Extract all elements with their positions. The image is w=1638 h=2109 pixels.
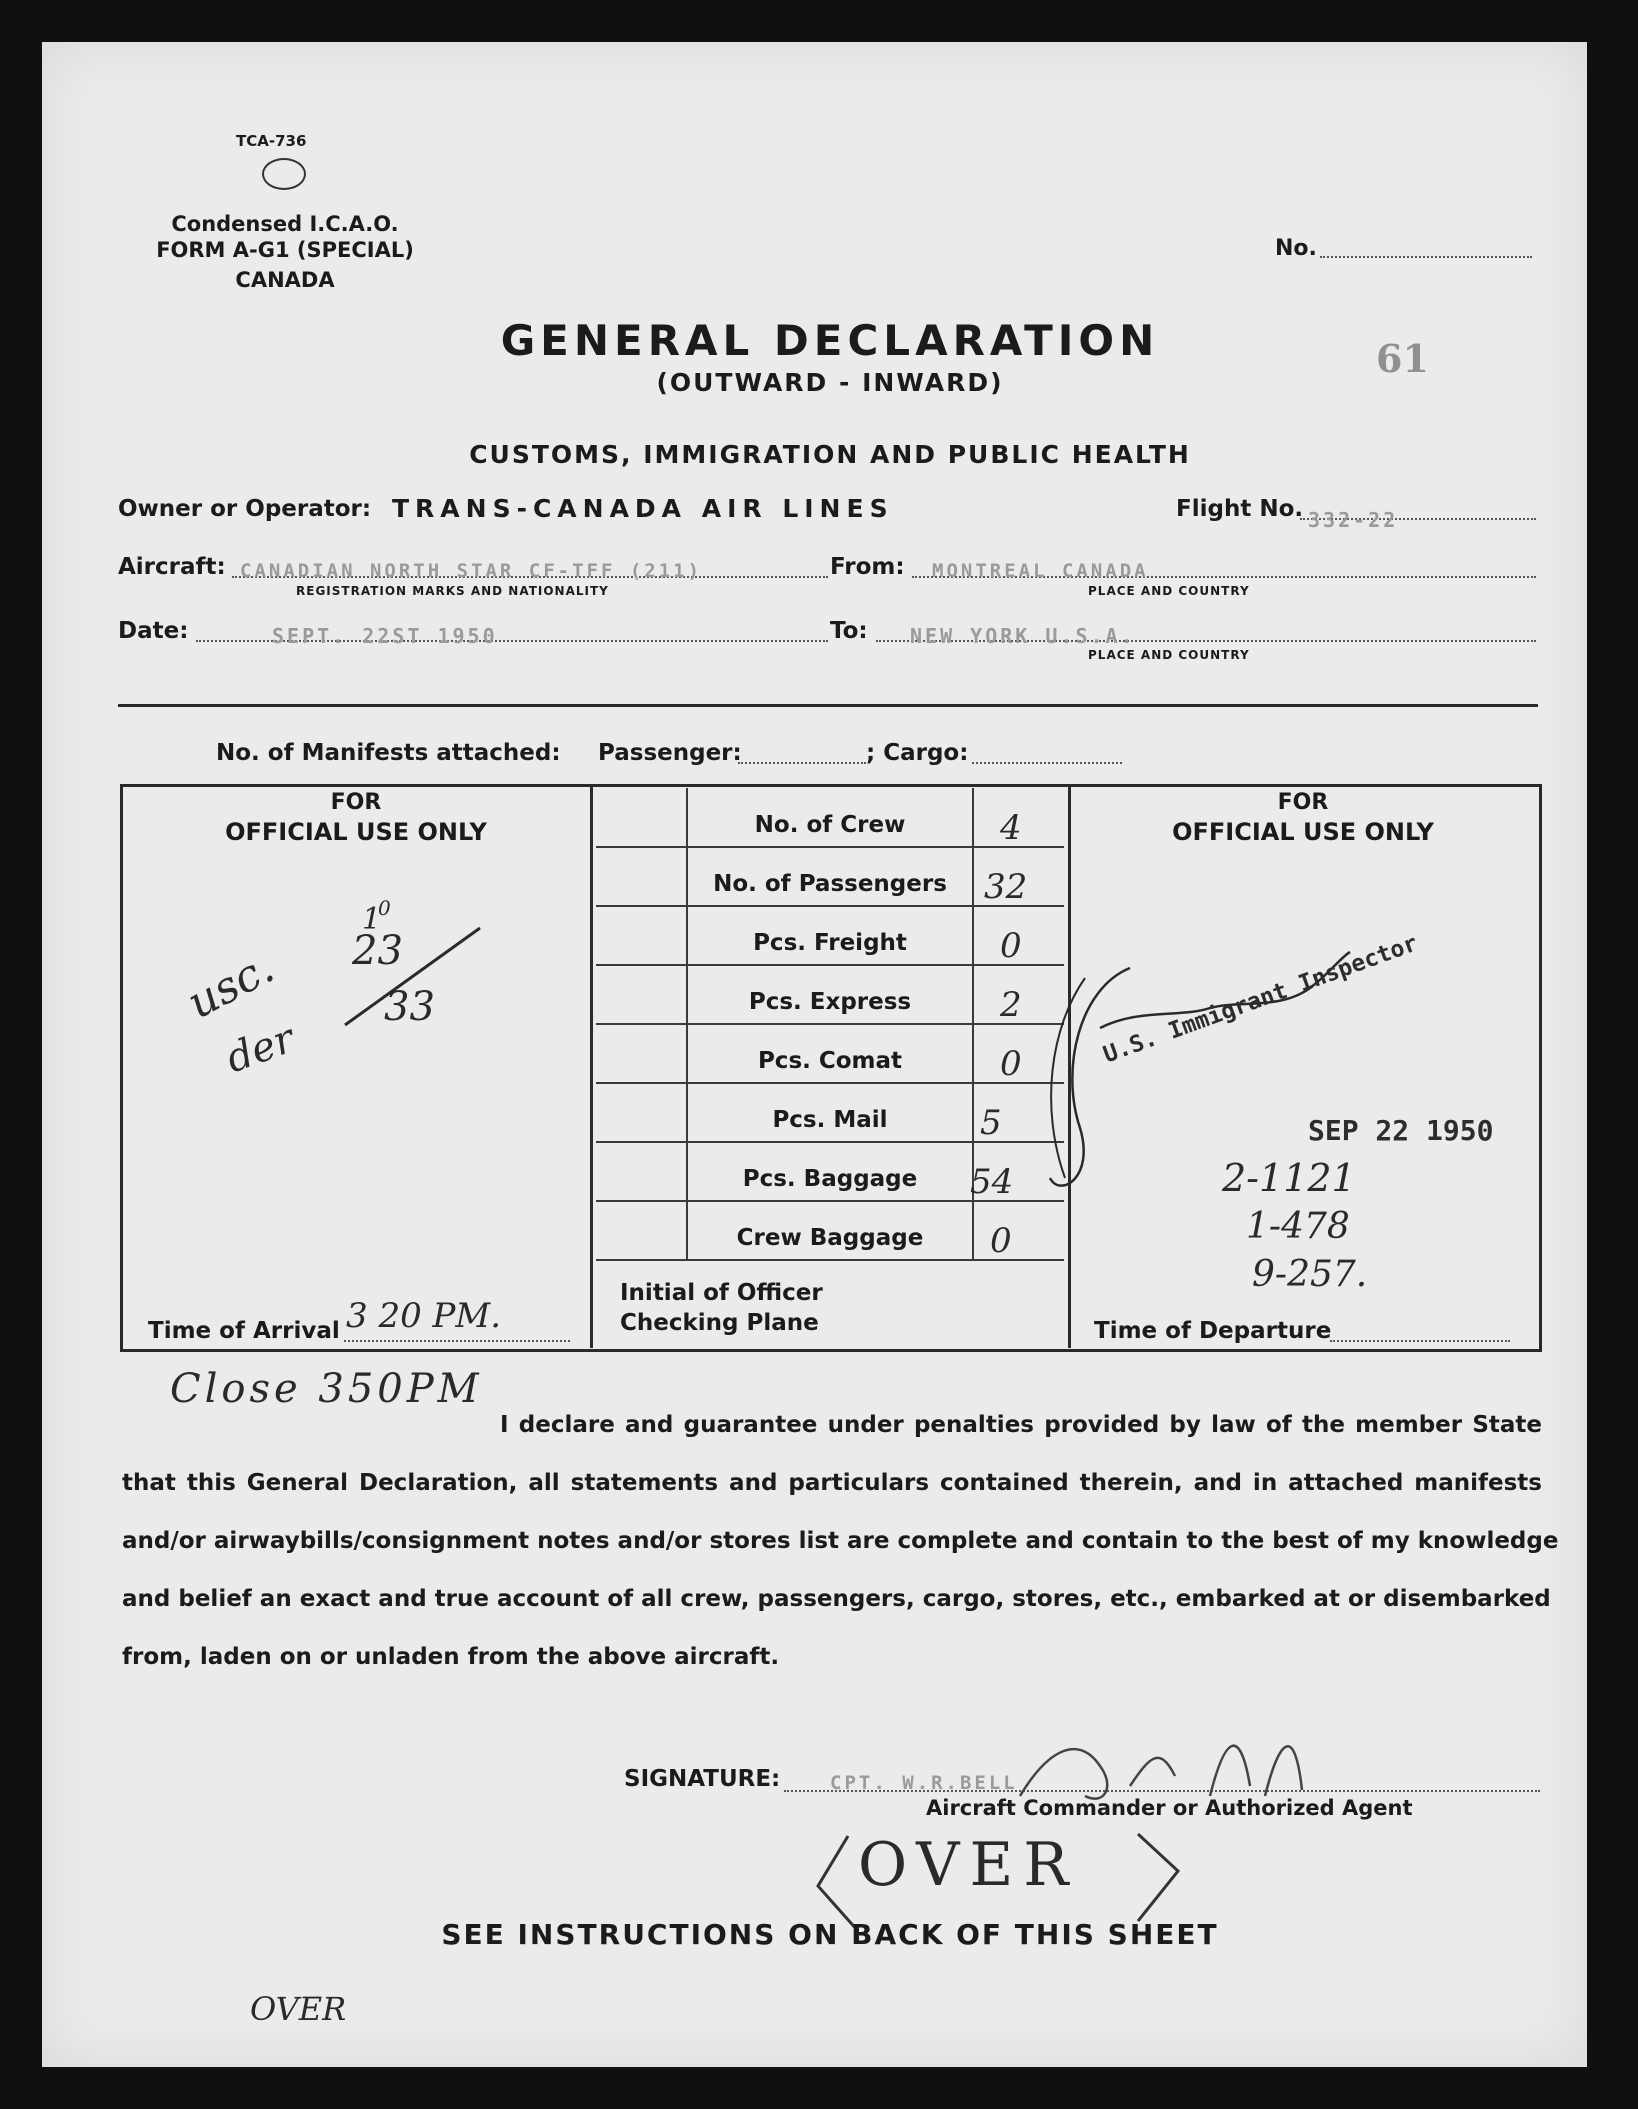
left-note-1: 1 [362, 902, 382, 937]
departure-field[interactable] [1330, 1340, 1510, 1342]
header-divider [118, 704, 1538, 707]
initial-label-2: Checking Plane [620, 1310, 819, 1336]
row-value[interactable]: 0 [1000, 926, 1022, 966]
passenger-manifest-field[interactable] [738, 762, 866, 764]
initial-label-1: Initial of Officer [620, 1280, 823, 1306]
passenger-label: Passenger: [598, 740, 742, 766]
right-note-1: 2-1121 [1222, 1156, 1356, 1200]
declaration-line: and belief an exact and true account of all crew, passengers, cargo, stores, etc., embarked at or disembarked [122, 1586, 1551, 1612]
row-line-4 [596, 1023, 1064, 1025]
page-title: GENERAL DECLARATION [500, 316, 1160, 365]
aircraft-value[interactable]: CANADIAN NORTH STAR CF-TFF (211) [240, 560, 703, 582]
manifests-label: No. of Manifests attached: [216, 740, 561, 766]
signature-caption: Aircraft Commander or Authorized Agent [926, 1796, 1413, 1820]
row-label: No. of Crew [754, 812, 906, 838]
date-label: Date: [118, 618, 189, 644]
form-title-line2: FORM A-G1 (SPECIAL) [156, 238, 414, 262]
immigration-stamp: U.S. Immigrant Inspector [1100, 930, 1422, 1069]
departure-label: Time of Departure [1094, 1318, 1332, 1344]
from-value[interactable]: MONTREAL CANADA [932, 560, 1149, 582]
cargo-manifest-field[interactable] [972, 762, 1122, 764]
over-stamp: OVER [858, 1830, 1079, 1900]
right-official-header-1: FOR [1277, 790, 1329, 815]
row-line-5 [596, 1082, 1064, 1084]
printed-in-canada-seal [262, 158, 306, 190]
row-value[interactable]: 32 [984, 867, 1028, 907]
form-title-line1: Condensed I.C.A.O. [171, 212, 399, 236]
page-subtitle-2: CUSTOMS, IMMIGRATION AND PUBLIC HEALTH [469, 440, 1191, 469]
form-title-line3: CANADA [235, 268, 335, 292]
row-label: Pcs. Comat [757, 1048, 903, 1074]
row-value[interactable]: 54 [970, 1162, 1014, 1202]
from-label: From: [830, 554, 905, 580]
doc-number: 61 [1376, 336, 1429, 381]
right-official-header-2: OFFICIAL USE ONLY [1172, 818, 1434, 846]
left-note-der: der [220, 1015, 301, 1083]
row-label: Crew Baggage [736, 1225, 924, 1251]
left-note-slash [340, 920, 490, 1030]
declaration-line-first: I declare and guarantee under penalties provided by law of the member State [500, 1412, 1542, 1438]
stamp-date: SEP 22 1950 [1308, 1114, 1494, 1147]
left-note-33: 33 [384, 984, 435, 1030]
to-label: To: [830, 618, 868, 644]
signature-label: SIGNATURE: [624, 1766, 781, 1792]
no-label: No. [1275, 236, 1317, 261]
left-note-usc: usc. [179, 941, 283, 1030]
to-value[interactable]: NEW YORK U.S.A. [910, 624, 1136, 648]
left-official-header-2: OFFICIAL USE ONLY [225, 818, 487, 846]
flight-value[interactable]: 332-22 [1308, 508, 1399, 532]
date-value[interactable]: SEPT. 22ST 1950 [272, 624, 498, 648]
over-note: OVER [250, 1990, 347, 2028]
left-note-0: 0 [378, 896, 391, 920]
flight-label: Flight No. [1176, 496, 1304, 522]
row-label: Pcs. Baggage [742, 1166, 918, 1192]
right-note-2: 1-478 [1246, 1206, 1350, 1247]
cargo-label: ; Cargo: [866, 740, 969, 766]
row-label: Pcs. Express [748, 989, 912, 1015]
row-line-3 [596, 964, 1064, 966]
row-label: No. of Passengers [713, 871, 947, 897]
row-label: Pcs. Mail [772, 1107, 888, 1133]
form-code: TCA-736 [236, 132, 307, 150]
declaration-line-last: from, laden on or unladen from the above aircraft. [122, 1644, 780, 1670]
row-line-1 [596, 846, 1064, 848]
aircraft-caption: REGISTRATION MARKS AND NATIONALITY [296, 584, 609, 598]
from-caption: PLACE AND COUNTRY [1088, 584, 1250, 598]
page-subtitle: (OUTWARD - INWARD) [656, 368, 1004, 397]
owner-label: Owner or Operator: [118, 496, 372, 522]
right-note-3: 9-257. [1252, 1254, 1368, 1295]
row-value[interactable]: 5 [980, 1103, 1002, 1143]
row-value[interactable]: 4 [1000, 808, 1022, 848]
table-divider-left [590, 784, 593, 1348]
owner-value[interactable]: TRANS-CANADA AIR LINES [392, 494, 894, 523]
arrival-label: Time of Arrival [148, 1318, 340, 1344]
signature-typed-value[interactable]: CPT. W.R.BELL [830, 1772, 1018, 1794]
left-note-23: 23 [352, 928, 403, 974]
row-value[interactable]: 0 [1000, 1044, 1022, 1084]
aircraft-label: Aircraft: [118, 554, 226, 580]
declaration-line: and/or airwaybills/consignment notes and/or stores list are complete and contain to the best of my knowledge [122, 1528, 1559, 1554]
no-field[interactable] [1320, 256, 1532, 258]
row-value[interactable]: 0 [990, 1221, 1012, 1261]
row-value[interactable]: 2 [1000, 985, 1022, 1025]
closed-note: Close 350PM [170, 1366, 483, 1412]
row-label: Pcs. Freight [753, 930, 907, 956]
back-instructions: SEE INSTRUCTIONS ON BACK OF THIS SHEET [441, 1918, 1219, 1951]
arrival-value[interactable]: 3 20 PM. [346, 1296, 502, 1336]
arrival-line [344, 1340, 570, 1342]
declaration-line: that this General Declaration, all statements and particulars contained therein, and in attached manifests [122, 1470, 1542, 1496]
to-caption: PLACE AND COUNTRY [1088, 648, 1250, 662]
left-official-header-1: FOR [330, 790, 382, 815]
